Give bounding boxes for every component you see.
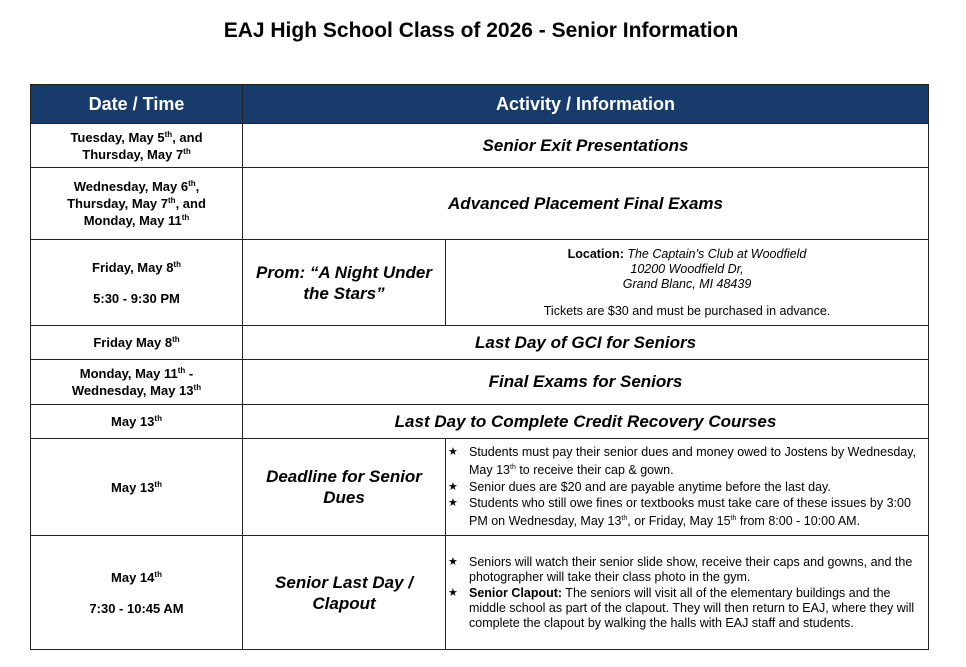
activity-cell: Final Exams for Seniors — [243, 360, 929, 405]
time-text: 5:30 - 9:30 PM — [93, 290, 180, 306]
date-cell: Monday, May 11th - Wednesday, May 13th — [31, 360, 243, 405]
list-item: ★ Senior dues are $20 and are payable anytime before the last day. — [448, 479, 831, 494]
activity-cell: Senior Last Day / Clapout — [243, 536, 446, 650]
activity-cell: Prom: “A Night Under the Stars” — [243, 240, 446, 326]
list-item: ★ Senior Clapout: The seniors will visit all of the elementary buildings and the middle school as part of the clapout. They will then return to EAJ, where they will complete the clapout by walking the halls with EAJ staff and students. — [448, 585, 915, 630]
star-bullet-icon: ★ — [448, 446, 458, 459]
table-row — [31, 240, 929, 326]
table-row — [31, 439, 929, 536]
activity-cell: Last Day to Complete Credit Recovery Courses — [243, 405, 929, 439]
info-cell — [446, 240, 929, 326]
header-activity-information: Activity / Information — [243, 85, 929, 124]
activity-cell: Deadline for Senior Dues — [243, 439, 446, 536]
list-item: ★ Students must pay their senior dues and money owed to Jostens by Wednesday, May 13th to receive their cap & gown. — [448, 445, 917, 478]
info-cell — [446, 439, 929, 536]
table-row — [31, 360, 929, 405]
date-cell: Wednesday, May 6th, Thursday, May 7th, and Monday, May 11th — [31, 168, 243, 240]
table-row — [31, 124, 929, 168]
star-bullet-icon: ★ — [448, 496, 458, 509]
location-city: Grand Blanc, MI 48439 — [622, 276, 752, 291]
list-item: ★ Students who still owe fines or textbooks must take care of these issues by 3:00 PM on Wednesday, May 13th, or Friday, May 15th from 8:00 - 10:00 AM. — [448, 495, 911, 528]
date-cell: Friday, May 8th 5:30 - 9:30 PM — [31, 240, 243, 326]
location-label: Location: — [567, 246, 624, 261]
date-cell: May 13th — [31, 405, 243, 439]
table-row — [31, 326, 929, 360]
date-cell: Tuesday, May 5th, and Thursday, May 7th — [31, 124, 243, 168]
header-date-time: Date / Time — [31, 85, 243, 124]
location-street: 10200 Woodfield Dr, — [630, 261, 744, 276]
activity-cell: Senior Exit Presentations — [243, 124, 929, 168]
info-cell — [446, 536, 929, 650]
date-cell: May 13th — [31, 439, 243, 536]
location-name: The Captain’s Club at Woodfield — [627, 246, 807, 261]
star-bullet-icon: ★ — [448, 586, 458, 599]
date-cell: Friday May 8th — [31, 326, 243, 360]
tickets-text: Tickets are $30 and must be purchased in advance. — [543, 303, 831, 318]
table-header-row — [31, 85, 929, 124]
activity-cell: Advanced Placement Final Exams — [243, 168, 929, 240]
table-row — [31, 168, 929, 240]
date-cell: May 14th 7:30 - 10:45 AM — [31, 536, 243, 650]
time-text: 7:30 - 10:45 AM — [89, 600, 184, 616]
activity-cell: Last Day of GCI for Seniors — [243, 326, 929, 360]
senior-info-table — [30, 84, 929, 650]
table-row — [31, 405, 929, 439]
star-bullet-icon: ★ — [448, 480, 458, 493]
page-title: EAJ High School Class of 2026 - Senior Information — [223, 19, 739, 42]
star-bullet-icon: ★ — [448, 555, 458, 568]
list-item: ★ Seniors will watch their senior slide show, receive their caps and gowns, and the photographer will take their class photo in the gym. — [448, 554, 913, 584]
table-row — [31, 536, 929, 650]
